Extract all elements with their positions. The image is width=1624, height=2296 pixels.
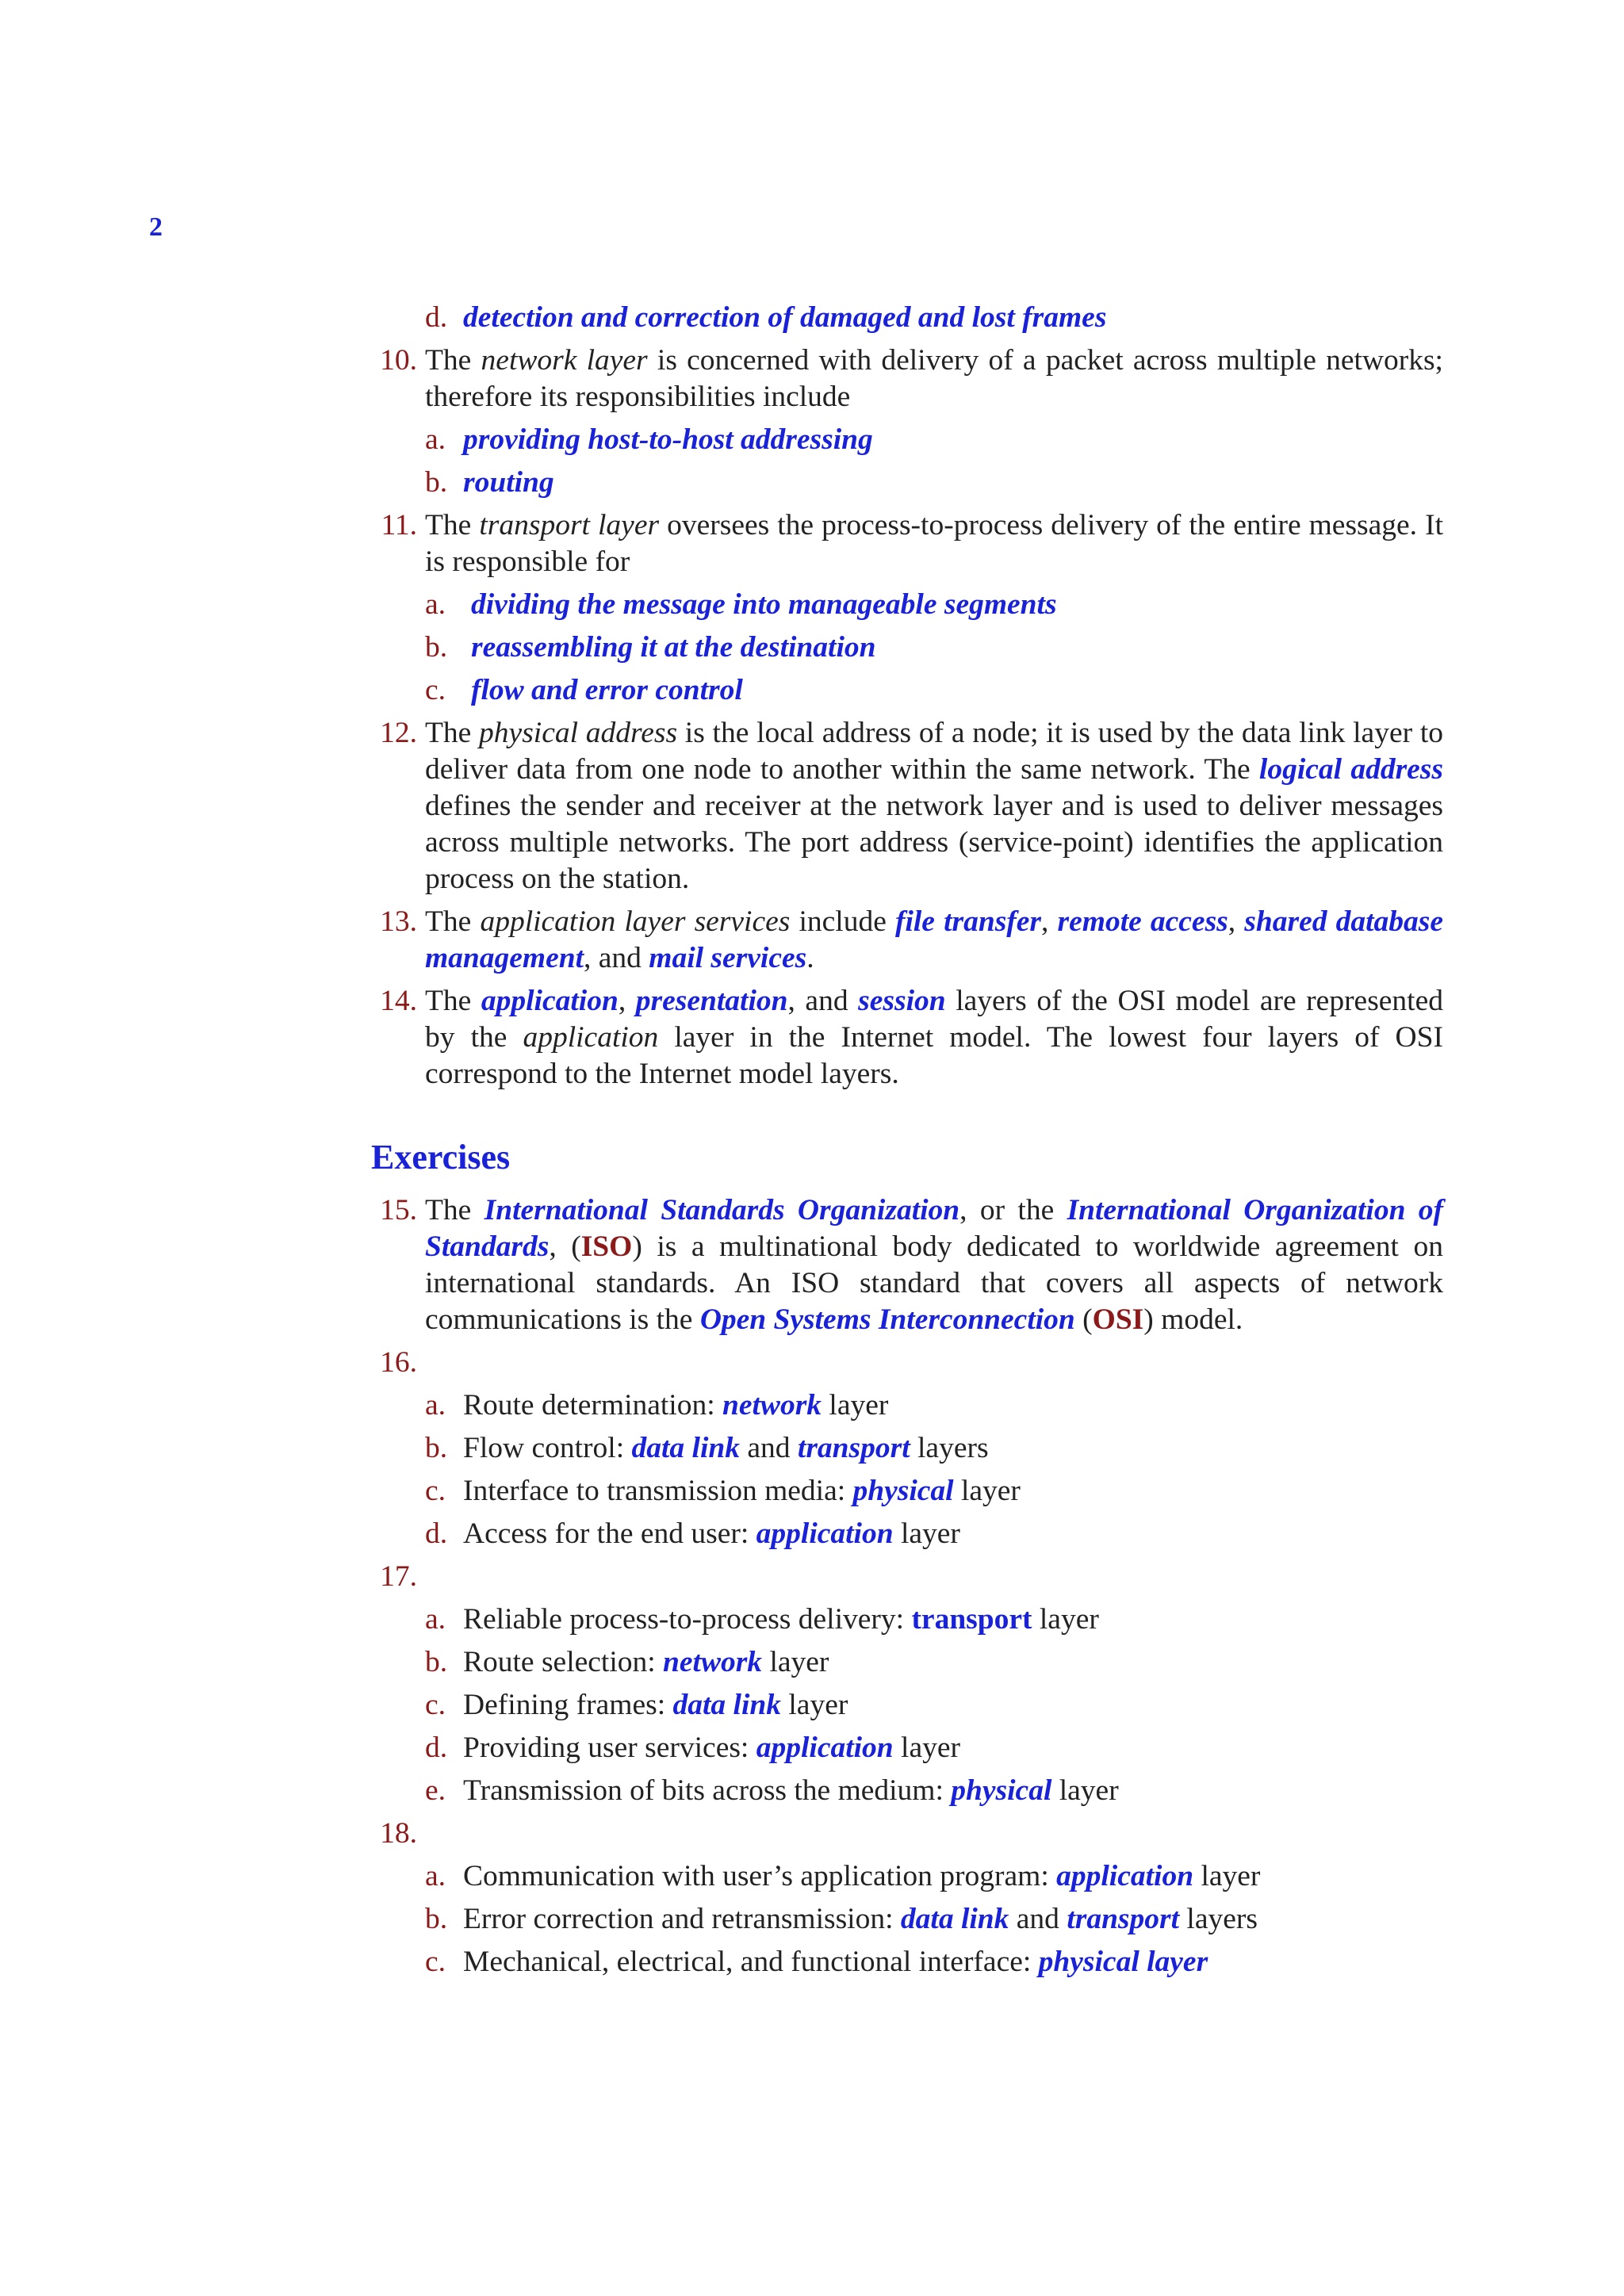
page-content xyxy=(371,300,1443,1987)
body-text: layers xyxy=(1179,1903,1258,1935)
list-item xyxy=(371,1901,1443,1938)
question-11 xyxy=(371,507,1443,580)
question-15 xyxy=(371,1192,1443,1338)
question-12 xyxy=(371,715,1443,897)
list-item xyxy=(371,465,1443,501)
body-text: The xyxy=(425,905,481,938)
list-item xyxy=(371,629,1443,666)
item-number: 17. xyxy=(380,1560,417,1593)
item-number: 15. xyxy=(380,1194,417,1226)
body-text: Error correction and retransmission: xyxy=(463,1903,901,1935)
body-text: layers of the OSI model are represented by the xyxy=(425,985,1443,1054)
question-10 xyxy=(371,342,1443,415)
list-item xyxy=(371,300,1443,336)
item-number: 13. xyxy=(380,905,417,938)
question-17 xyxy=(371,1559,1443,1595)
answer-text: physical xyxy=(951,1774,1052,1807)
answer-text: file transfer xyxy=(894,905,1042,938)
body-text: include xyxy=(790,905,895,938)
body-text: layer in the Internet model. The lowest four layers of OSI correspond to the Internet model layers. xyxy=(425,1021,1443,1090)
body-text: Access for the end user: xyxy=(463,1517,756,1550)
answer-text: routing xyxy=(463,466,554,499)
answer-text: flow and error control xyxy=(471,674,743,706)
body-text: layer xyxy=(1051,1774,1119,1807)
item-letter: b. xyxy=(425,1646,448,1678)
answer-text: transport xyxy=(797,1432,910,1464)
item-letter: b. xyxy=(425,466,448,499)
acronym-text: OSI xyxy=(1092,1303,1144,1336)
body-text: , xyxy=(618,985,636,1017)
question-14 xyxy=(371,983,1443,1093)
item-letter: d. xyxy=(425,1732,448,1764)
body-text: The xyxy=(425,509,480,541)
list-item xyxy=(371,1516,1443,1552)
body-text: , xyxy=(1228,905,1245,938)
list-item xyxy=(371,1773,1443,1809)
body-text: layers xyxy=(910,1432,989,1464)
body-text: and xyxy=(740,1432,798,1464)
answer-text: mail services xyxy=(649,942,807,974)
answer-text: remote access xyxy=(1057,905,1228,938)
list-item xyxy=(371,587,1443,623)
item-number: 14. xyxy=(380,985,417,1017)
body-text: , ( xyxy=(549,1230,581,1263)
body-text: Transmission of bits across the medium: xyxy=(463,1774,952,1807)
answer-text: logical address xyxy=(1258,753,1443,786)
answer-text: data link xyxy=(631,1432,740,1464)
answer-text: transport xyxy=(1067,1903,1180,1935)
body-text: , and xyxy=(584,942,649,974)
body-text: , or the xyxy=(959,1194,1067,1226)
answer-text: International Standards Organization xyxy=(484,1194,960,1226)
body-text: Mechanical, electrical, and functional interface: xyxy=(463,1946,1039,1978)
body-text: The xyxy=(425,717,480,749)
body-text: defines the sender and receiver at the network layer and is used to deliver messages across multiple networks. The port address (service-point) identifies the application process on the station. xyxy=(425,790,1443,895)
item-letter: b. xyxy=(425,1432,448,1464)
item-letter: c. xyxy=(425,1689,446,1721)
answer-text: data link xyxy=(900,1903,1009,1935)
body-text: The xyxy=(425,985,481,1017)
term-text: physical address xyxy=(479,717,678,749)
question-18 xyxy=(371,1816,1443,1852)
answer-text: physical layer xyxy=(1038,1946,1208,1978)
item-number: 11. xyxy=(381,509,417,541)
item-letter: c. xyxy=(425,1475,446,1507)
answer-text: data link xyxy=(672,1689,781,1721)
body-text: layer xyxy=(893,1732,960,1764)
item-letter: e. xyxy=(425,1774,446,1807)
body-text: is concerned with delivery of a packet across multiple networks; therefore its responsibilities include xyxy=(425,344,1443,413)
item-number: 18. xyxy=(380,1817,417,1850)
item-number: 16. xyxy=(380,1346,417,1379)
item-letter: d. xyxy=(425,1517,448,1550)
body-text: and xyxy=(1009,1903,1067,1935)
answer-text: network xyxy=(663,1646,763,1678)
body-text: ) model. xyxy=(1143,1303,1243,1336)
list-item xyxy=(371,1387,1443,1424)
body-text: Reliable process-to-process delivery: xyxy=(463,1603,912,1636)
body-text: The xyxy=(425,1194,485,1226)
answer-text: shared database management xyxy=(425,905,1444,974)
term-text: network layer xyxy=(481,344,648,377)
item-number: 10. xyxy=(380,344,417,377)
answer-text: transport xyxy=(911,1603,1032,1636)
answer-text: presentation xyxy=(635,985,788,1017)
answer-text: application xyxy=(481,985,619,1017)
item-letter: a. xyxy=(425,1860,446,1892)
list-item xyxy=(371,1730,1443,1766)
answer-text: International Organization of Standards xyxy=(425,1194,1443,1263)
body-text: , xyxy=(1041,905,1058,938)
item-letter: d. xyxy=(425,301,448,334)
list-item xyxy=(371,1473,1443,1510)
acronym-text: ISO xyxy=(580,1230,633,1263)
body-text: Route selection: xyxy=(463,1646,664,1678)
item-letter: b. xyxy=(425,1903,448,1935)
answer-text: network xyxy=(722,1389,822,1422)
term-text: transport layer xyxy=(479,509,660,541)
item-letter: c. xyxy=(425,1946,446,1978)
item-number: 12. xyxy=(380,717,417,749)
question-16 xyxy=(371,1345,1443,1381)
item-letter: a. xyxy=(425,588,446,621)
item-letter: a. xyxy=(425,1603,446,1636)
list-item xyxy=(371,1644,1443,1681)
body-text: ( xyxy=(1074,1303,1093,1336)
body-text: Defining frames: xyxy=(463,1689,673,1721)
body-text: ) is a multinational body dedicated to worldwide agreement on international standards. An ISO standard that covers all aspects of network communications is the xyxy=(425,1230,1443,1336)
question-13 xyxy=(371,904,1443,977)
list-item xyxy=(371,1944,1443,1980)
term-text: application layer services xyxy=(480,905,791,938)
list-item xyxy=(371,1687,1443,1724)
body-text: layer xyxy=(953,1475,1021,1507)
answer-text: session xyxy=(858,985,946,1017)
item-letter: c. xyxy=(425,674,446,706)
body-text: Interface to transmission media: xyxy=(463,1475,853,1507)
answer-text: Open Systems Interconnection xyxy=(699,1303,1075,1336)
body-text: The xyxy=(425,344,481,377)
section-heading-exercises: Exercises xyxy=(371,1138,511,1177)
list-item xyxy=(371,672,1443,709)
body-text: layer xyxy=(893,1517,960,1550)
answer-text: application xyxy=(756,1517,894,1550)
body-text: is the local address of a node; it is used by the data link layer to deliver data from one node to another within the same network. The xyxy=(425,717,1443,786)
body-text: layer xyxy=(781,1689,848,1721)
body-text: oversees the process-to-process delivery of the entire message. It is responsible for xyxy=(425,509,1443,578)
answer-text: application xyxy=(1056,1860,1194,1892)
body-text: Providing user services: xyxy=(463,1732,756,1764)
answer-text: physical xyxy=(852,1475,954,1507)
list-item xyxy=(371,1858,1443,1895)
body-text: layer xyxy=(822,1389,889,1422)
body-text: , and xyxy=(787,985,859,1017)
page-number: 2 xyxy=(149,212,163,242)
body-text: Communication with user’s application program: xyxy=(463,1860,1057,1892)
term-text: application xyxy=(523,1021,659,1054)
list-item xyxy=(371,422,1443,458)
answer-text: reassembling it at the destination xyxy=(471,631,876,664)
body-text: Flow control: xyxy=(463,1432,632,1464)
answer-text: providing host-to-host addressing xyxy=(463,423,873,456)
body-text: layer xyxy=(1193,1860,1261,1892)
body-text: layer xyxy=(762,1646,829,1678)
body-text: . xyxy=(806,942,814,974)
list-item xyxy=(371,1430,1443,1467)
body-text: layer xyxy=(1032,1603,1099,1636)
answer-text: application xyxy=(756,1732,894,1764)
item-letter: a. xyxy=(425,423,446,456)
answer-text: detection and correction of damaged and lost frames xyxy=(463,301,1107,334)
answer-text: dividing the message into manageable segments xyxy=(471,588,1057,621)
list-item xyxy=(371,1601,1443,1638)
item-letter: b. xyxy=(425,631,448,664)
item-letter: a. xyxy=(425,1389,446,1422)
body-text: Route determination: xyxy=(463,1389,723,1422)
